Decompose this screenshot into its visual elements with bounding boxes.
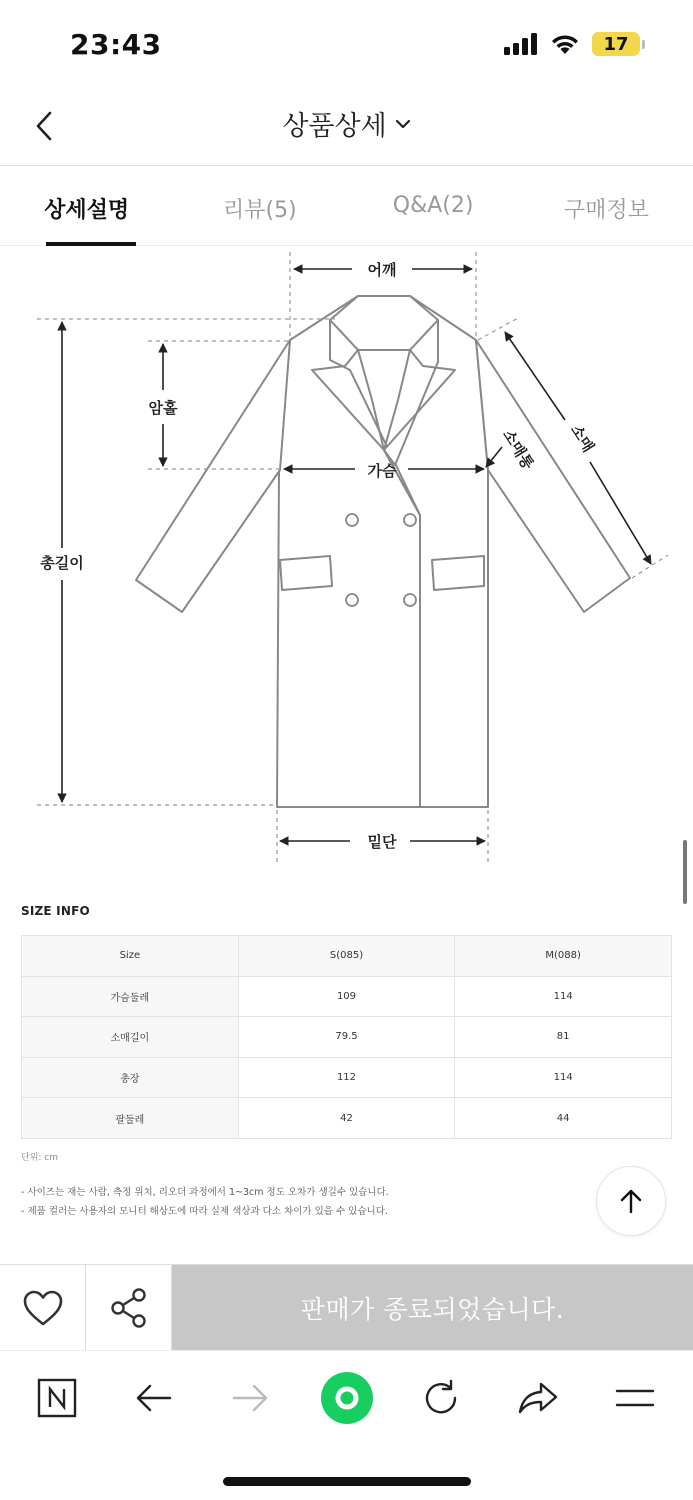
label-armhole: 암홀 bbox=[148, 399, 178, 417]
label-shoulder: 어깨 bbox=[367, 261, 397, 279]
battery-cap bbox=[642, 40, 645, 49]
tab-detail[interactable]: 상세설명 bbox=[0, 166, 173, 245]
table-cell: 81 bbox=[455, 1017, 672, 1058]
table-cell: 42 bbox=[238, 1098, 455, 1139]
row-label: 총장 bbox=[22, 1057, 239, 1098]
menu-button[interactable] bbox=[608, 1371, 662, 1425]
refresh-button[interactable] bbox=[414, 1371, 468, 1425]
heart-icon bbox=[22, 1289, 64, 1327]
table-cell: 44 bbox=[455, 1098, 672, 1139]
sold-out-button: 판매가 종료되었습니다. bbox=[172, 1265, 693, 1350]
label-sleeve-width: 소매통 bbox=[499, 426, 538, 473]
arrow-left-icon bbox=[135, 1383, 173, 1413]
status-icons bbox=[504, 32, 645, 56]
table-cell: 79.5 bbox=[238, 1017, 455, 1058]
size-notes bbox=[21, 1183, 389, 1221]
battery-level: 17 bbox=[592, 32, 640, 56]
chevron-down-icon bbox=[395, 118, 411, 130]
browser-back-button[interactable] bbox=[127, 1371, 181, 1425]
status-time: 23:43 bbox=[70, 28, 162, 61]
table-row bbox=[22, 1098, 672, 1139]
green-dot-button[interactable] bbox=[319, 1370, 375, 1426]
table-header-cell: M(088) bbox=[455, 936, 672, 977]
browser-toolbar bbox=[0, 1350, 693, 1444]
share-button[interactable] bbox=[86, 1265, 172, 1351]
scroll-to-top-button[interactable] bbox=[596, 1166, 666, 1236]
arrow-right-icon bbox=[231, 1383, 269, 1413]
note-line: - 사이즈는 재는 사람, 측정 위치, 리오더 과정에서 1~3cm 정도 오차가 생길수 있습니다. bbox=[21, 1187, 389, 1198]
share-icon bbox=[109, 1287, 149, 1329]
table-cell: 112 bbox=[238, 1057, 455, 1098]
status-bar bbox=[0, 0, 693, 90]
label-total-length: 총길이 bbox=[40, 554, 84, 572]
table-row bbox=[22, 976, 672, 1017]
tab-purchase-info[interactable]: 구매정보 bbox=[563, 198, 649, 223]
size-info-title: SIZE INFO bbox=[21, 904, 90, 918]
wifi-icon bbox=[550, 33, 580, 55]
coat-size-diagram bbox=[0, 246, 693, 886]
app-header bbox=[0, 90, 693, 166]
refresh-icon bbox=[422, 1379, 460, 1417]
battery-indicator bbox=[592, 32, 645, 56]
naver-home-button[interactable] bbox=[30, 1371, 84, 1425]
tab-reviews[interactable]: 리뷰(5) bbox=[223, 198, 297, 223]
unit-note: 단위: cm bbox=[21, 1153, 58, 1163]
like-button[interactable] bbox=[0, 1265, 86, 1351]
note-line: - 제품 컬러는 사용자의 모니터 해상도에 따라 실제 색상과 다소 차이가 있을 수 있습니다. bbox=[21, 1206, 388, 1217]
share-arrow-icon bbox=[517, 1381, 559, 1415]
coat-outline bbox=[136, 296, 630, 807]
scrollbar-thumb[interactable] bbox=[683, 840, 687, 904]
purchase-action-bar bbox=[0, 1264, 693, 1350]
row-label: 가슴둘레 bbox=[22, 976, 239, 1017]
table-row bbox=[22, 1057, 672, 1098]
label-sleeve: 소매 bbox=[566, 421, 598, 456]
page-title-dropdown[interactable] bbox=[0, 104, 693, 143]
table-row bbox=[22, 1017, 672, 1058]
table-cell: 114 bbox=[455, 976, 672, 1017]
tab-qna[interactable]: Q&A(2) bbox=[392, 193, 474, 218]
share-page-button[interactable] bbox=[511, 1371, 565, 1425]
table-header-row bbox=[22, 936, 672, 977]
hamburger-menu-icon bbox=[615, 1386, 655, 1410]
table-cell: 109 bbox=[238, 976, 455, 1017]
cellular-signal-icon bbox=[504, 33, 538, 55]
tab-bar bbox=[0, 166, 693, 246]
label-chest: 가슴 bbox=[367, 462, 397, 480]
row-label: 소매길이 bbox=[22, 1017, 239, 1058]
size-table bbox=[21, 935, 672, 1139]
green-dot-icon bbox=[320, 1371, 374, 1425]
browser-forward-button[interactable] bbox=[223, 1371, 277, 1425]
table-header-cell: S(085) bbox=[238, 936, 455, 977]
page-title: 상품상세 bbox=[282, 111, 387, 142]
arrow-up-icon bbox=[619, 1188, 643, 1214]
home-indicator bbox=[223, 1477, 471, 1486]
table-header-cell: Size bbox=[22, 936, 239, 977]
label-hem: 밑단 bbox=[367, 833, 397, 851]
row-label: 팔둘레 bbox=[22, 1098, 239, 1139]
naver-logo-icon bbox=[37, 1378, 77, 1418]
table-cell: 114 bbox=[455, 1057, 672, 1098]
